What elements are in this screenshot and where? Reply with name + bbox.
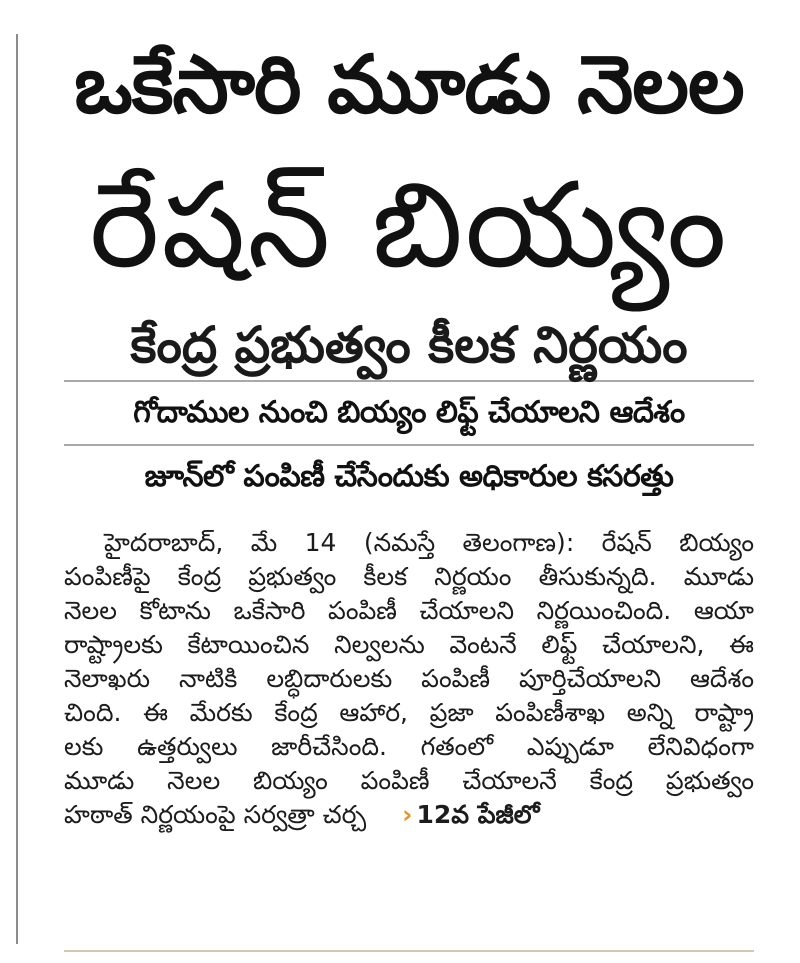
body-line: హైదరాబాద్, మే 14 (నమస్తే తెలంగాణ): రేషన్ బియ్యం [104,528,754,557]
main-headline: రేషన్ బియ్యం [89,156,729,294]
body-line: మూడు నెలల బియ్యం పంపిణీ చేయాలనే కేంద్ర ప్రభుత్వం [64,766,754,795]
kicker-headline: ఒకేసారి మూడు నెలల [74,38,744,131]
deck-line-2: జూన్‌లో పంపిణీ చేసేందుకు అధికారుల కసరత్తు [144,459,674,494]
sub-headline: కేంద్ర ప్రభుత్వం కీలక నిర్ణయం [130,316,688,374]
chevron-right-icon: › [402,800,413,829]
body-last-text: హఠాత్ నిర్ణయంపై సర్వత్రా చర్చ [64,800,367,829]
body-line: రాష్ట్రాలకు కేటాయించిన నిల్వలను వెంటనే లిఫ్ట్ చేయాలని, ఈ [64,630,754,659]
bottom-divider [64,950,754,952]
deck-line-1: గోదాముల నుంచి బియ్యం లిఫ్ట్ చేయాలని ఆదేశం [133,395,685,430]
body-line: నెలాఖరు నాటికి లబ్ధిదారులకు పంపిణీ పూర్తిచేయాలని ఆదేశం [64,664,754,693]
body-line: పంపిణీపై కేంద్ర ప్రభుత్వం కీలక నిర్ణయం తీసుకున్నది. మూడు [64,562,754,591]
continued-page-label: 12వ పేజీలో [416,800,540,829]
body-line: చింది. ఈ మేరకు కేంద్ర ఆహార, ప్రజా పంపిణీశాఖ అన్ని రాష్ట్రా [64,698,754,727]
continued-on-page-link[interactable] [402,800,539,829]
article-body [64,526,754,832]
body-line: లకు ఉత్తర్వులు జారీచేసింది. గతంలో ఎప్పుడూ లేనివిధంగా [64,732,754,761]
news-article [64,30,754,832]
left-column-rule [16,34,18,944]
body-line-last [64,798,754,832]
body-line: నెలల కోటాను ఒకేసారి పంపిణీ చేయాలని నిర్ణయించింది. ఆయా [64,596,754,625]
